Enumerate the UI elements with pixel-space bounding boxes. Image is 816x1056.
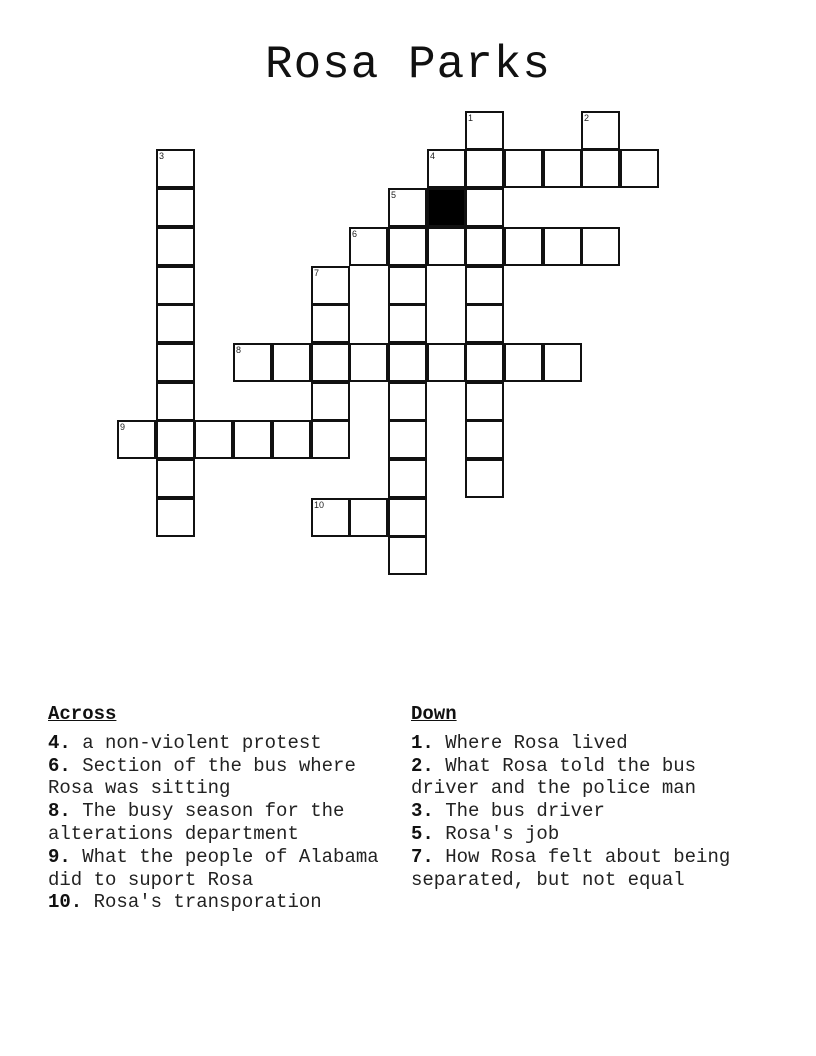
across-clue-list [48, 732, 404, 914]
down-clue: 7. How Rosa felt about being separated, but not equal [411, 845, 742, 891]
grid-cell[interactable] [349, 498, 388, 537]
clue-number: 4 [430, 151, 436, 161]
clue-number: 3 [159, 151, 165, 161]
puzzle-title: Rosa Parks [264, 39, 552, 91]
grid-cell[interactable] [465, 304, 504, 343]
across-clue: 4. a non-violent protest [48, 731, 322, 754]
grid-cell[interactable] [388, 227, 427, 266]
grid-cell[interactable] [388, 498, 427, 537]
clue-number: 6 [352, 229, 358, 239]
grid-cell[interactable] [388, 420, 427, 459]
grid-cell[interactable] [194, 420, 233, 459]
grid-cell[interactable] [504, 149, 543, 188]
down-clues [411, 703, 761, 891]
black-cell [427, 188, 466, 227]
grid-cell[interactable] [581, 111, 620, 150]
grid-cell[interactable] [272, 420, 311, 459]
clue-number: 9 [120, 422, 126, 432]
grid-cell[interactable] [156, 266, 195, 305]
grid-cell[interactable] [156, 188, 195, 227]
grid-cell[interactable] [156, 382, 195, 421]
clue-number: 5 [391, 190, 397, 200]
grid-cell[interactable] [349, 343, 388, 382]
grid-cell[interactable] [465, 149, 504, 188]
grid-cell[interactable] [388, 343, 427, 382]
grid-cell[interactable] [465, 188, 504, 227]
grid-cell[interactable] [156, 343, 195, 382]
down-clue: 5. Rosa's job [411, 822, 560, 845]
grid-cell[interactable] [156, 149, 195, 188]
grid-cell[interactable] [465, 459, 504, 498]
grid-cell[interactable] [543, 343, 582, 382]
grid-cell[interactable] [156, 227, 195, 266]
grid-cell[interactable] [543, 149, 582, 188]
clue-number: 8 [236, 345, 242, 355]
grid-cell[interactable] [311, 343, 350, 382]
down-clue: 1. Where Rosa lived [411, 731, 628, 754]
down-clue: 2. What Rosa told the bus driver and the police man [411, 754, 708, 800]
grid-cell[interactable] [388, 188, 427, 227]
grid-cell[interactable] [388, 459, 427, 498]
grid-cell[interactable] [233, 420, 272, 459]
grid-cell[interactable] [465, 382, 504, 421]
across-heading: Across [48, 703, 117, 725]
grid-cell[interactable] [581, 149, 620, 188]
grid-cell[interactable] [311, 498, 350, 537]
grid-cell[interactable] [311, 382, 350, 421]
grid-cell[interactable] [465, 266, 504, 305]
grid-cell[interactable] [427, 343, 466, 382]
grid-cell[interactable] [349, 227, 388, 266]
grid-cell[interactable] [156, 420, 195, 459]
clue-number: 10 [314, 500, 325, 510]
across-clues [48, 703, 404, 914]
grid-cell[interactable] [427, 149, 466, 188]
grid-cell[interactable] [311, 420, 350, 459]
grid-cell[interactable] [156, 304, 195, 343]
grid-cell[interactable] [156, 498, 195, 537]
down-clue: 3. The bus driver [411, 800, 605, 823]
grid-cell[interactable] [543, 227, 582, 266]
grid-cell[interactable] [504, 343, 543, 382]
grid-cell[interactable] [465, 343, 504, 382]
grid-cell[interactable] [465, 227, 504, 266]
grid-cell[interactable] [465, 420, 504, 459]
grid-cell[interactable] [272, 343, 311, 382]
grid-cell[interactable] [465, 111, 504, 150]
down-heading: Down [411, 703, 457, 725]
across-clue: 6. Section of the bus where Rosa was sitting [48, 754, 368, 800]
across-clue: 9. What the people of Alabama did to suport Rosa [48, 845, 391, 891]
grid-cell[interactable] [311, 304, 350, 343]
grid-cell[interactable] [581, 227, 620, 266]
grid-cell[interactable] [388, 266, 427, 305]
grid-cell[interactable] [620, 149, 659, 188]
grid-cell[interactable] [388, 304, 427, 343]
across-clue: 10. Rosa's transporation [48, 891, 322, 914]
grid-cell[interactable] [311, 266, 350, 305]
grid-cell[interactable] [504, 227, 543, 266]
grid-cell[interactable] [233, 343, 272, 382]
across-clue: 8. The busy season for the alterations department [48, 800, 356, 845]
clue-number: 1 [468, 113, 474, 123]
grid-cell[interactable] [156, 459, 195, 498]
clue-number: 2 [584, 113, 590, 123]
grid-cell[interactable] [117, 420, 156, 459]
down-clue-list [411, 732, 761, 892]
grid-cell[interactable] [388, 536, 427, 575]
grid-cell[interactable] [388, 382, 427, 421]
clue-number: 7 [314, 268, 320, 278]
grid-cell[interactable] [427, 227, 466, 266]
